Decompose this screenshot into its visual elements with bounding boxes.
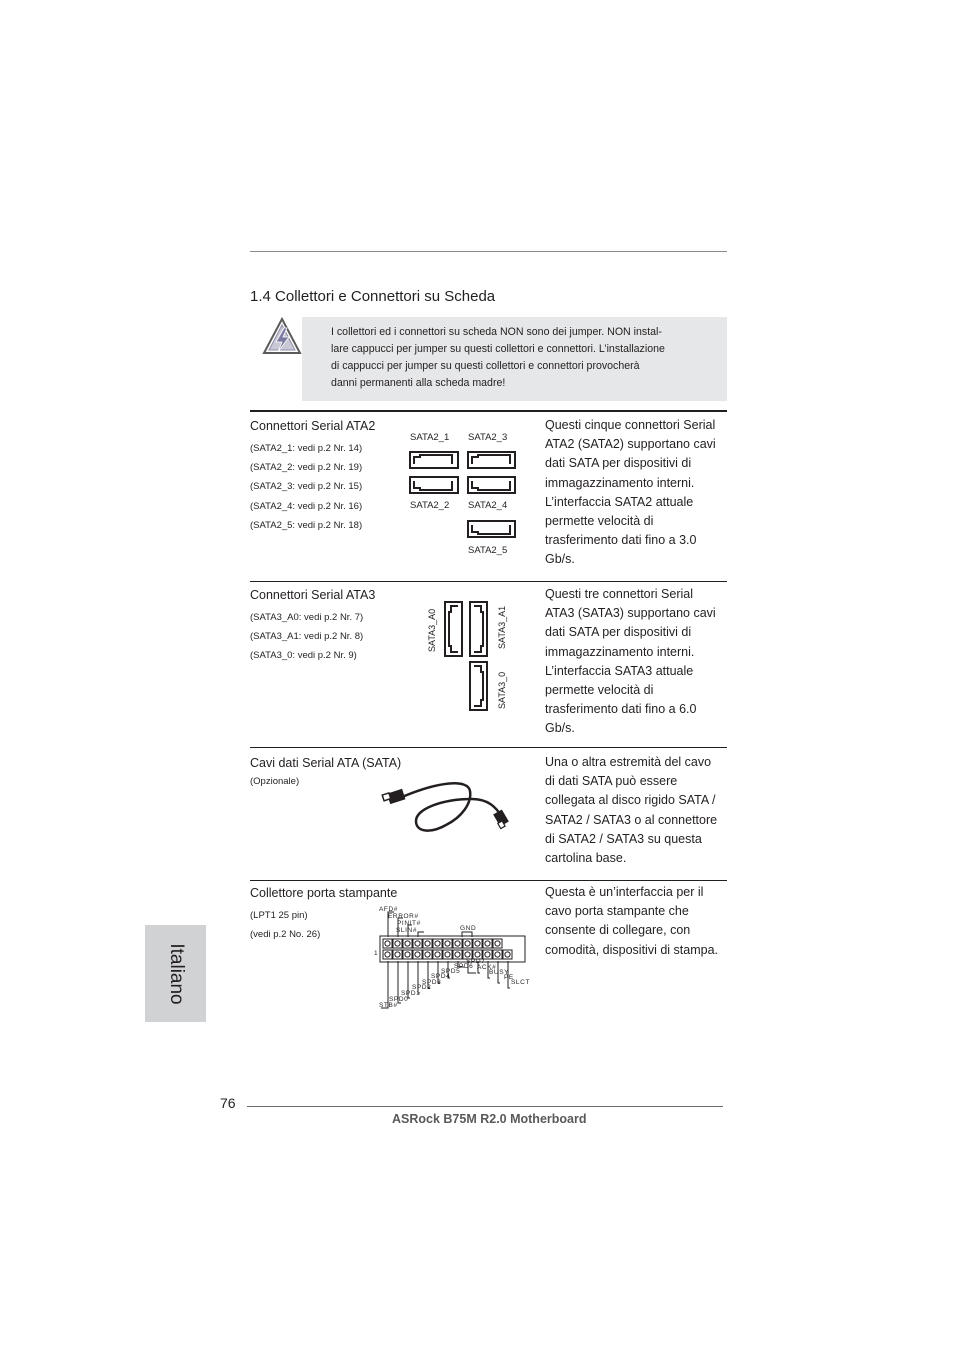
pin-label: SPD3 xyxy=(422,979,442,986)
row-description xyxy=(545,883,718,960)
desc-line: SATA2 / SATA3 o al connettore xyxy=(545,812,718,827)
desc-line: L’interfaccia SATA3 attuale xyxy=(545,663,694,678)
sata3-label-0: SATA3_0 xyxy=(497,671,507,709)
lpt-pin-hole xyxy=(385,941,390,946)
lpt-pin-hole xyxy=(425,941,430,946)
desc-line: comodità, dispositivi di stampa. xyxy=(545,942,718,957)
notice-line: lare cappucci per jumper su questi collettori e connettori. L’installazione xyxy=(331,343,665,355)
lpt-pin-hole xyxy=(405,941,410,946)
notice-line: I collettori ed i connettori su scheda NON sono dei jumper. NON instal- xyxy=(331,326,662,338)
lpt-pin-hole xyxy=(495,952,500,957)
lpt-pin-hole xyxy=(455,952,460,957)
ref-line: (vedi p.2 No. 26) xyxy=(250,929,321,941)
sata2-label-3: SATA2_3 xyxy=(468,432,508,443)
desc-line: trasferimento dati fino a 3.0 xyxy=(545,533,697,548)
ref-line: (SATA2_5: vedi p.2 Nr. 18) xyxy=(250,519,363,531)
lpt-pin xyxy=(393,950,402,959)
sata3-label-a0: SATA3_A0 xyxy=(427,608,437,652)
desc-line: immagazzinamento interni. xyxy=(545,644,695,659)
lpt-pin-hole xyxy=(415,941,420,946)
sata2-label-4: SATA2_4 xyxy=(468,500,508,511)
lpt-pin-hole xyxy=(475,941,480,946)
row-divider xyxy=(250,410,727,412)
lpt-pin xyxy=(383,939,392,948)
lpt-pin-hole xyxy=(465,941,470,946)
pin-label: SPD7 xyxy=(466,958,486,965)
ref-line: (SATA3_A1: vedi p.2 Nr. 8) xyxy=(250,631,364,643)
lpt-pin-hole xyxy=(455,941,460,946)
lpt-pin xyxy=(453,950,462,959)
desc-line: permette velocità di xyxy=(545,514,654,529)
row-refs xyxy=(250,906,320,944)
page-number: 76 xyxy=(220,1095,236,1111)
row-refs xyxy=(250,776,299,787)
pin-label: SPD4 xyxy=(431,973,451,980)
sata2-label-2: SATA2_2 xyxy=(410,500,450,511)
desc-line: Questi cinque connettori Serial xyxy=(545,418,716,432)
lpt-pin-hole xyxy=(415,952,420,957)
pin-label: SLCT xyxy=(511,979,531,986)
language-label: Italiano xyxy=(165,942,187,1005)
pin-one-marker: 1 xyxy=(374,950,379,957)
pin-label: ACK# xyxy=(477,964,497,971)
lpt-pin-hole xyxy=(485,952,490,957)
sata2-label-1: SATA2_1 xyxy=(410,432,450,443)
row-description xyxy=(545,753,717,868)
pin-label: SPD6 xyxy=(454,963,474,970)
row-title: Connettori Serial ATA3 xyxy=(250,588,376,602)
lpt-pin xyxy=(383,950,392,959)
lpt-pin xyxy=(403,939,412,948)
lpt-pin xyxy=(473,939,482,948)
lpt-pin-hole xyxy=(445,952,450,957)
lpt-pin-hole xyxy=(445,941,450,946)
lpt-pin xyxy=(493,950,502,959)
desc-line: di SATA2 / SATA3 su questa xyxy=(545,831,702,846)
pin-label: SLIN# xyxy=(396,927,418,934)
pin-label: PE xyxy=(504,974,514,981)
pin-label: AFD# xyxy=(379,906,399,913)
desc-line: di dati SATA può essere xyxy=(545,774,678,789)
lpt-pin xyxy=(423,939,432,948)
pin-label: STB# xyxy=(379,1002,398,1009)
lpt-pin xyxy=(483,939,492,948)
lpt-pin xyxy=(453,939,462,948)
pin-label: SPD2 xyxy=(412,984,432,991)
lpt-pin xyxy=(413,939,422,948)
ref-line: (LPT1 25 pin) xyxy=(250,910,308,921)
row-description xyxy=(545,416,716,570)
sata2-connectors-diagram xyxy=(408,450,518,540)
pin-label: SPD0 xyxy=(389,996,409,1003)
lpt-pin xyxy=(433,939,442,948)
pin-label: BUSY xyxy=(489,969,510,976)
lpt-pin-hole xyxy=(435,941,440,946)
sata-cable-image xyxy=(380,775,512,841)
desc-line: collegata al disco rigido SATA / xyxy=(545,793,716,808)
footer-rule xyxy=(247,1106,723,1107)
ref-line: (Opzionale) xyxy=(250,776,300,787)
pin-label: SPD1 xyxy=(401,990,421,997)
lpt-pin-hole xyxy=(435,952,440,957)
lpt-header-diagram xyxy=(372,904,532,1016)
sata3-connectors-diagram xyxy=(443,600,493,712)
notice-line: di cappucci per jumper su questi collettori e connettori provocherà xyxy=(331,360,640,372)
ref-line: (SATA2_2: vedi p.2 Nr. 19) xyxy=(250,462,363,474)
desc-line: consente di collegare, con xyxy=(545,923,691,938)
ref-line: (SATA2_3: vedi p.2 Nr. 15) xyxy=(250,481,363,493)
desc-line: trasferimento dati fino a 6.0 xyxy=(545,702,697,717)
lpt-pin-hole xyxy=(465,952,470,957)
ref-line: (SATA2_1: vedi p.2 Nr. 14) xyxy=(250,443,363,454)
desc-line: Una o altra estremità del cavo xyxy=(545,755,712,769)
desc-line: Questi tre connettori Serial xyxy=(545,587,693,601)
row-divider xyxy=(250,880,727,881)
ref-line: (SATA2_4: vedi p.2 Nr. 16) xyxy=(250,500,363,512)
sata3-label-a1: SATA3_A1 xyxy=(497,605,507,649)
lpt-pin xyxy=(463,939,472,948)
footer-product: ASRock B75M R2.0 Motherboard xyxy=(392,1112,587,1126)
lpt-pin-hole xyxy=(505,952,510,957)
lpt-pin-hole xyxy=(485,941,490,946)
row-divider xyxy=(250,747,727,748)
pin-label: GND xyxy=(460,925,477,932)
desc-line: L’interfaccia SATA2 attuale xyxy=(545,494,694,509)
desc-line: cartolina base. xyxy=(545,851,627,866)
sata2-label-5: SATA2_5 xyxy=(468,545,508,556)
header-rule xyxy=(250,251,727,252)
lpt-pin xyxy=(443,950,452,959)
desc-line: Gb/s. xyxy=(545,721,575,736)
lpt-pin xyxy=(503,950,512,959)
section-title: 1.4 Collettori e Connettori su Scheda xyxy=(250,288,496,305)
lpt-pin xyxy=(433,950,442,959)
row-refs xyxy=(250,608,363,666)
notice-line: danni permanenti alla scheda madre! xyxy=(331,377,506,389)
pin-label: ERROR# xyxy=(388,913,419,920)
lpt-pin-hole xyxy=(385,952,390,957)
pin-label: SPD5 xyxy=(441,968,461,975)
lpt-pin-hole xyxy=(405,952,410,957)
notice-box xyxy=(302,317,727,401)
desc-line: Gb/s. xyxy=(545,552,575,567)
desc-line: permette velocità di xyxy=(545,683,654,698)
desc-line: ATA2 (SATA2) supportano cavi xyxy=(545,437,716,452)
desc-line: ATA3 (SATA3) supportano cavi xyxy=(545,606,716,621)
desc-line: dati SATA per dispositivi di xyxy=(545,456,692,471)
lpt-pin-hole xyxy=(425,952,430,957)
row-title: Connettori Serial ATA2 xyxy=(250,419,376,433)
desc-line: immagazzinamento interni. xyxy=(545,475,695,490)
desc-line: dati SATA per dispositivi di xyxy=(545,625,692,640)
lpt-pin-hole xyxy=(475,952,480,957)
lpt-pin xyxy=(493,939,502,948)
pin-label: PINIT# xyxy=(397,920,421,927)
ref-line: (SATA3_A0: vedi p.2 Nr. 7) xyxy=(250,612,364,623)
desc-line: cavo porta stampante che xyxy=(545,904,689,919)
row-title: Cavi dati Serial ATA (SATA) xyxy=(250,756,402,770)
language-tab xyxy=(145,925,206,1022)
lpt-pin xyxy=(413,950,422,959)
ref-line: (SATA3_0: vedi p.2 Nr. 9) xyxy=(250,650,357,662)
lpt-pin xyxy=(423,950,432,959)
warning-icon xyxy=(261,316,303,356)
lpt-pin-hole xyxy=(395,941,400,946)
lpt-pin xyxy=(403,950,412,959)
lpt-pin xyxy=(393,939,402,948)
row-title: Collettore porta stampante xyxy=(250,886,398,900)
lpt-pin-hole xyxy=(495,941,500,946)
row-description xyxy=(545,585,716,739)
lpt-pin-hole xyxy=(395,952,400,957)
desc-line: Questa è un’interfaccia per il xyxy=(545,885,704,899)
row-divider xyxy=(250,581,727,582)
lpt-pin xyxy=(443,939,452,948)
row-refs xyxy=(250,439,362,535)
